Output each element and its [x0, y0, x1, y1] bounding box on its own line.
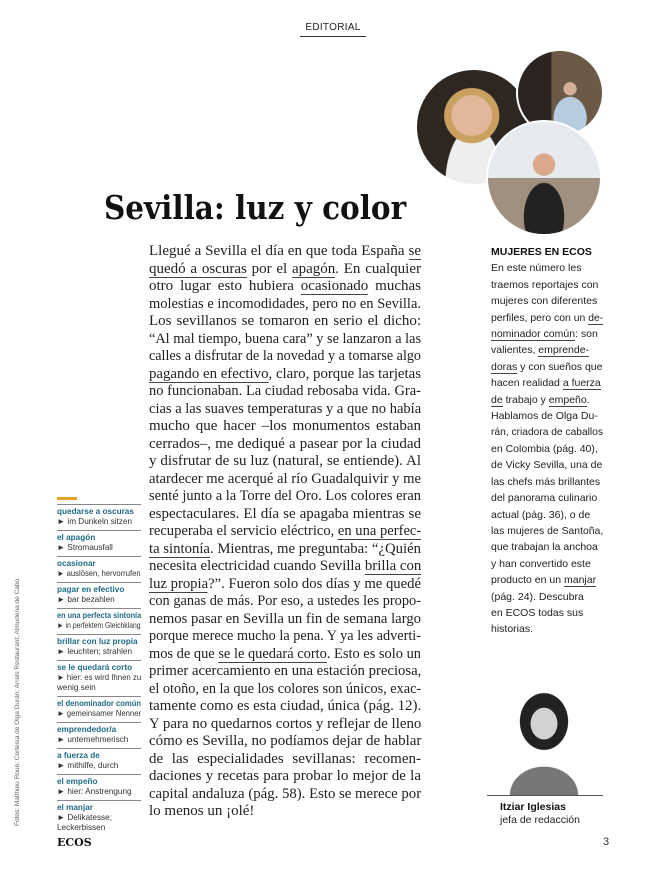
- glossary-term-underlined: de-: [588, 311, 604, 324]
- text-line: [149, 401, 421, 419]
- editorial-body: [149, 243, 421, 821]
- text-line: [149, 698, 421, 716]
- text-line: [149, 751, 421, 769]
- text-line: [491, 359, 603, 375]
- section-label: EDITORIAL: [300, 22, 366, 37]
- text-segment: por el: [246, 260, 292, 277]
- text-line: [149, 278, 421, 296]
- text-line: [149, 313, 421, 331]
- glossary-term: pagar en efectivo: [57, 585, 125, 594]
- glossary-item: [57, 696, 141, 722]
- glossary-definition: ► hier: Anstrengung: [57, 787, 132, 796]
- glossary-term: el manjar: [57, 803, 93, 812]
- glossary-term-underlined: manjar: [563, 574, 597, 587]
- glossary-item: [57, 774, 141, 800]
- text-line: [149, 716, 421, 734]
- text-segment: (pág. 24). Descubra: [491, 590, 584, 603]
- text-segment: otro lugar esto hubiera: [149, 278, 301, 294]
- text-segment: . Esto es solo un: [326, 645, 422, 662]
- glossary-item: [57, 722, 141, 748]
- text-segment: necesita electricidad cuando Sevilla: [149, 558, 365, 574]
- glossary-definition: ► im Dunkeln sitzen: [57, 517, 132, 526]
- text-segment: perfiles, pero con un: [491, 311, 589, 324]
- glossary-accent-bar: [57, 497, 77, 500]
- glossary-item: [57, 530, 141, 556]
- text-segment: lo menos un ¡olé!: [149, 803, 255, 819]
- text-segment: . En cualquier: [335, 260, 421, 277]
- text-line: [491, 326, 603, 342]
- text-line: [149, 628, 421, 646]
- text-segment: de las especialidades sevillanas: recomen-: [149, 750, 421, 767]
- glossary-definition: ► leuchten; strahlen: [57, 647, 133, 656]
- glossary-term-underlined: apagón: [291, 260, 336, 277]
- glossary-definition: ► mithilfe, durch: [57, 761, 119, 770]
- title-text: Sevilla: luz y color: [104, 188, 407, 227]
- text-line: [149, 786, 421, 804]
- text-line: [149, 733, 421, 751]
- text-line: [491, 342, 603, 358]
- glossary-term: ocasionar: [57, 559, 96, 568]
- text-line: [491, 408, 603, 424]
- text-segment: En este número les: [491, 262, 582, 275]
- text-line: [149, 261, 421, 279]
- text-line: [149, 646, 421, 664]
- text-segment: Y para no quedarnos cortos y reflejar de lleno: [149, 715, 422, 732]
- text-line: [491, 293, 603, 309]
- glossary-term-underlined: se le quedará corto: [218, 645, 327, 662]
- glossary-term-underlined: ta sintonía: [149, 540, 210, 557]
- text-segment: producto en un: [491, 574, 564, 587]
- text-line: [149, 383, 421, 401]
- text-segment: mujeres con diferentes: [491, 295, 598, 308]
- glossary-term: quedarse a oscuras: [57, 507, 134, 516]
- text-segment: Llegué a Sevilla el día en que toda España: [149, 243, 409, 259]
- text-segment: molestias e incomodidades, pero no en Sevilla.: [149, 295, 421, 312]
- text-segment: nemos pasar en Sevilla un fin de semana largo: [149, 610, 421, 627]
- text-segment: calles a disfrutar de la novedad y a tomarse algo: [149, 348, 421, 364]
- glossary-definition: wenig sein: [57, 683, 96, 692]
- text-segment: las mujeres de Santoña,: [491, 524, 604, 537]
- glossary-item: [57, 634, 141, 660]
- text-line: [491, 589, 603, 605]
- glossary-definition: ► hier: es wird Ihnen zu: [57, 673, 142, 682]
- glossary-definition: ► Stromausfall: [57, 543, 113, 552]
- text-segment: primer acercamiento en una estación preciosa,: [149, 663, 422, 679]
- text-segment: Hablamos de Olga Du-: [491, 410, 598, 423]
- text-line: [149, 418, 421, 436]
- glossary-term: brillar con luz propia: [57, 637, 138, 646]
- text-segment: cias a las suaves temperaturas y a que no había: [149, 400, 422, 417]
- glossary-term-underlined: brilla con: [364, 558, 422, 574]
- text-line: [491, 490, 603, 506]
- text-segment: senté junto a la Torre del Oro. Los colores eran: [149, 488, 421, 504]
- glossary-term-underlined: luz propia: [149, 575, 209, 592]
- text-line: [149, 768, 421, 786]
- glossary-definition: ► unternehmerisch: [57, 735, 129, 744]
- text-segment: las chefs más brillantes: [491, 475, 601, 488]
- glossary-term-underlined: ocasionado: [300, 278, 369, 294]
- glossary-term-underlined: quedó a oscuras: [149, 260, 247, 277]
- text-segment: mos de que: [149, 645, 219, 662]
- text-line: [149, 803, 421, 821]
- glossary-term-underlined: empeño: [548, 393, 587, 406]
- text-segment: trabajo y: [502, 393, 549, 406]
- page-number: 3: [603, 836, 610, 848]
- text-line: [149, 436, 421, 454]
- author-photo: [495, 690, 593, 795]
- text-segment: Los sevillanos se tomaron en serio el dicho:: [149, 313, 421, 329]
- glossary-item: [57, 504, 141, 530]
- text-line: [149, 681, 421, 699]
- text-line: [149, 576, 421, 594]
- photo-credit: Fotos: Matthieu Roué; Cortesía de Olga Durán; Arrels Restaurant; Almudena de Cabo: [14, 578, 21, 826]
- text-segment: actual (pág. 36), o de: [491, 508, 591, 521]
- glossary-term-underlined: se: [408, 243, 421, 259]
- text-line: [149, 611, 421, 629]
- text-segment: valientes,: [491, 344, 539, 357]
- text-segment: ?”. Fueron solo dos días y me quedé: [208, 575, 421, 592]
- text-line: [149, 453, 421, 471]
- text-segment: muchas: [368, 278, 421, 294]
- text-segment: en Colombia (pág. 40),: [491, 442, 598, 455]
- text-segment: del panorama culinario: [491, 492, 598, 505]
- glossary-term: el empeño: [57, 777, 98, 786]
- sidebar-heading: MUJERES EN ECOS: [491, 246, 592, 258]
- glossary-term: a fuerza de: [57, 751, 100, 760]
- footer-logo: ECOS: [57, 836, 92, 849]
- glossary-term-underlined: en una perfec-: [337, 523, 422, 539]
- text-segment: no funcionaban. La ciudad rebosaba vida. Gra-: [149, 383, 421, 399]
- text-line: [491, 277, 603, 293]
- text-segment: rán, criadora de caballos: [491, 426, 603, 439]
- glossary-term-underlined: de: [491, 393, 503, 406]
- text-line: [149, 331, 421, 349]
- text-segment: con ganas de más. Por eso, a ustedes les propo-: [149, 593, 421, 609]
- text-line: [149, 366, 421, 384]
- text-line: [149, 243, 421, 261]
- text-line: [149, 348, 421, 366]
- text-segment: , claro, porque las tarjetas: [268, 365, 422, 382]
- glossary-term: el denominador común: [57, 699, 142, 708]
- text-segment: cómo es Sevilla, no podíamos dejar de hablar: [149, 733, 422, 749]
- text-segment: : son: [575, 328, 598, 341]
- glossary-item: [57, 556, 141, 582]
- author-role: jefa de redacción: [500, 814, 580, 826]
- text-line: [491, 474, 603, 490]
- glossary-term-underlined: pagando en efectivo: [149, 365, 269, 382]
- text-line: [491, 260, 603, 276]
- text-line: [149, 488, 421, 506]
- text-line: [491, 507, 603, 523]
- text-segment: atardecer me acerqué al río Guadalquivir y me: [149, 470, 421, 487]
- glossary-definition: ► Delikatesse;: [57, 813, 112, 822]
- text-line: [491, 457, 603, 473]
- text-line: [149, 296, 421, 314]
- text-segment: que trabajan la anchoa: [491, 541, 598, 554]
- text-segment: y disfrutar de su luz (natural, se entiende). Al: [149, 453, 421, 469]
- text-segment: y han convertido este: [491, 557, 591, 570]
- text-segment: en ECOS todas sus: [491, 606, 584, 619]
- glossary-definition: ► in perfektem Gleichklang: [57, 621, 141, 630]
- glossary-term: en una perfecta sintonía: [57, 611, 142, 620]
- glossary-term: emprendedor/a: [57, 725, 117, 734]
- text-segment: porque merece mucho la pena. Y ya les adverti-: [149, 628, 421, 644]
- glossary-item: [57, 800, 141, 836]
- text-segment: “Al mal tiempo, buena cara” y se lanzaron a las: [149, 330, 421, 347]
- text-segment: recuperaba el servicio eléctrico,: [149, 523, 338, 539]
- glossary-term-underlined: doras: [491, 360, 518, 373]
- text-line: [149, 593, 421, 611]
- text-segment: espectaculares. El día se apagaba mientras se: [149, 505, 421, 522]
- text-line: [491, 424, 603, 440]
- text-segment: daciones y recetas para probar lo mejor de la: [149, 768, 421, 784]
- text-line: [491, 621, 603, 637]
- text-line: [491, 572, 603, 588]
- glossary-item: [57, 660, 141, 696]
- page-title: [104, 188, 406, 228]
- text-line: [491, 523, 603, 539]
- text-line: [149, 506, 421, 524]
- text-segment: hacen realidad: [491, 377, 563, 390]
- text-segment: cerrados–, me dediqué a pasear por la ciudad: [149, 435, 421, 452]
- text-line: [491, 441, 603, 457]
- text-line: [149, 471, 421, 489]
- text-line: [491, 556, 603, 572]
- glossary-definition: ► auslösen, hervorrufen: [57, 569, 141, 578]
- text-segment: mucho que hacer –los monumentos estaban: [149, 418, 421, 434]
- text-line: [149, 663, 421, 681]
- text-segment: capital andaluza (pág. 58). Esto se merece por: [149, 785, 422, 802]
- text-line: [149, 558, 421, 576]
- sidebar-box: [491, 244, 603, 638]
- text-line: [491, 605, 603, 621]
- glossary-term: el apagón: [57, 533, 96, 542]
- text-segment: el otoño, en la que los colores son únicos, exac-: [149, 680, 422, 697]
- text-line: [491, 392, 603, 408]
- text-line: [149, 523, 421, 541]
- text-segment: . Mientras, me preguntaba: “¿Quién: [209, 540, 421, 557]
- glossary-item: [57, 608, 141, 634]
- glossary-definition: ► bar bezahlen: [57, 595, 115, 604]
- glossary-item: [57, 582, 141, 608]
- text-segment: y con sueños que: [517, 360, 603, 373]
- glossary-term-underlined: nominador común: [491, 328, 576, 341]
- glossary-term-underlined: a fuerza: [562, 377, 601, 390]
- glossary-term: se le quedará corto: [57, 663, 133, 672]
- text-line: [491, 539, 603, 555]
- text-line: [491, 310, 603, 326]
- text-line: [491, 375, 603, 391]
- author-name: Itziar Iglesias: [500, 801, 566, 813]
- glossary-definition: ► gemeinsamer Nenner: [57, 709, 142, 718]
- glossary-term-underlined: emprende-: [538, 344, 590, 357]
- glossary-item: [57, 748, 141, 774]
- text-segment: tamente como es esta ciudad, única (pág. 12).: [149, 698, 422, 714]
- glossary-definition: Leckerbissen: [57, 823, 106, 832]
- text-segment: de Vicky Sevilla, una de: [491, 459, 603, 472]
- photo-kitchen-worker: [486, 120, 602, 236]
- glossary: [57, 497, 141, 836]
- text-segment: traemos reportajes con: [491, 278, 599, 291]
- text-segment: historias.: [491, 623, 534, 636]
- text-line: [149, 541, 421, 559]
- divider: [487, 795, 603, 796]
- text-segment: .: [586, 393, 590, 406]
